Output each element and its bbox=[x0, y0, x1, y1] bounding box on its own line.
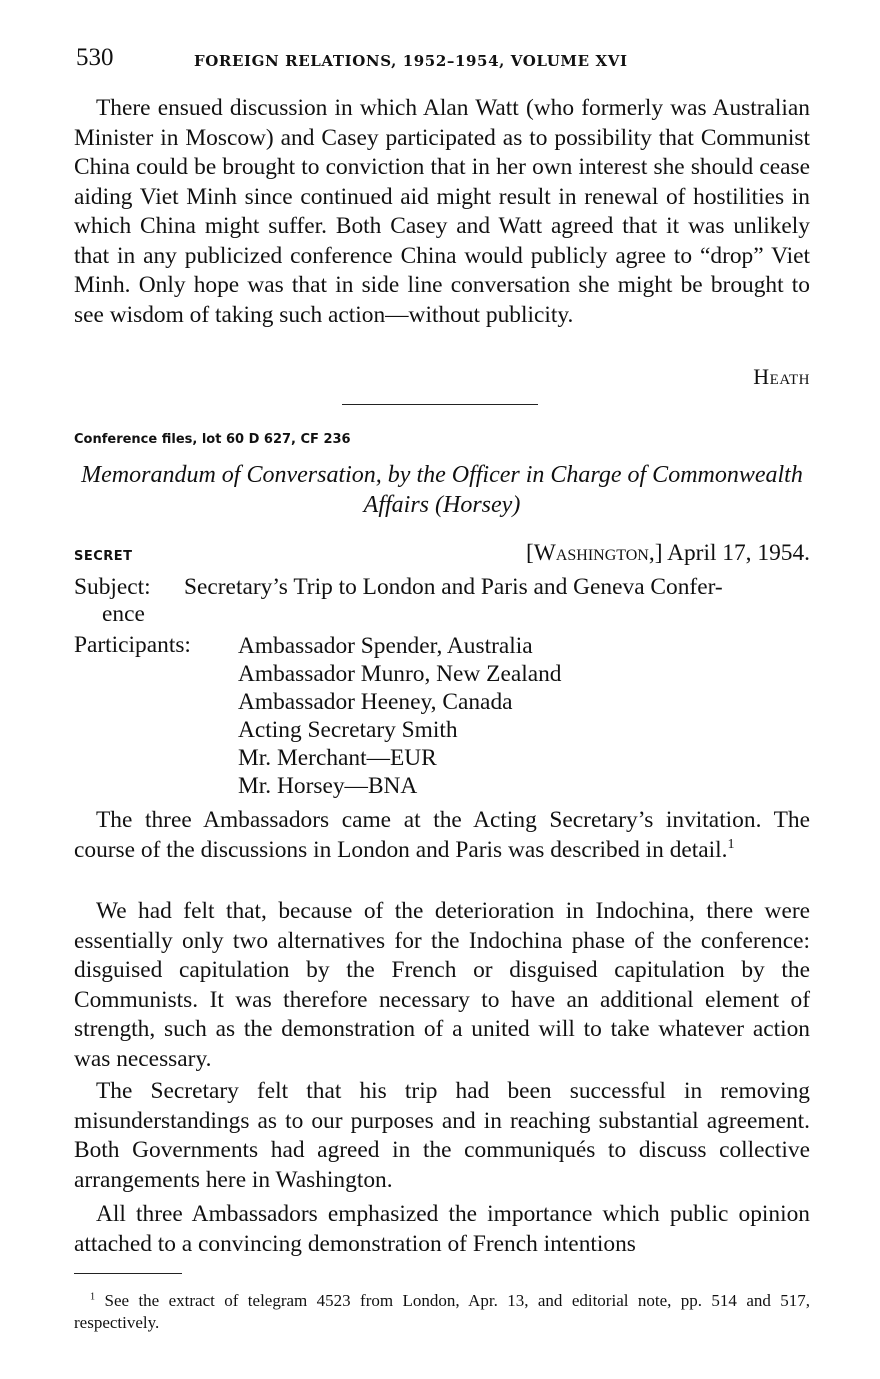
participant: Mr. Horsey—BNA bbox=[238, 773, 418, 799]
source-citation: Conference files, lot 60 D 627, CF 236 bbox=[74, 432, 351, 447]
footnote-marker: 1 bbox=[90, 1291, 96, 1303]
body-paragraph bbox=[74, 806, 810, 865]
dateline-place: [Washington,] bbox=[525, 540, 663, 566]
body-paragraph: All three Ambassadors emphasized the importance which public opinion attached to a convincing demonstration of French intentions bbox=[74, 1201, 810, 1257]
section-divider bbox=[342, 404, 538, 405]
body-paragraph-text: The three Ambassadors came at the Acting Secretary’s invitation. The course of the discussions in London and Paris was described in detail. bbox=[74, 807, 810, 863]
dateline-date: April 17, 1954. bbox=[667, 540, 810, 566]
dateline bbox=[526, 540, 810, 567]
body-paragraph: The Secretary felt that his trip had been successful in removing misunderstandings as to our purposes and in reaching substantial agreement. Both Governments had agreed in the communiqués to discuss collective arrangements here in Washington. bbox=[74, 1078, 810, 1193]
participant: Ambassador Heeney, Canada bbox=[238, 689, 513, 715]
body-paragraph: We had felt that, because of the deterioration in Indochina, there were essentially only two alternatives for the Indochina phase of the conference: disguised capitulation by the French or disguised capitulation by the Communists. It was therefore necessary to have an additional element of strength, such as the demonstration of a united will to take whatever action was necessary. bbox=[74, 898, 810, 1072]
participants-list bbox=[238, 632, 561, 800]
footnote bbox=[74, 1290, 810, 1334]
participant: Mr. Merchant—EUR bbox=[238, 745, 437, 771]
running-head: FOREIGN RELATIONS, 1952–1954, VOLUME XVI bbox=[194, 52, 628, 70]
signature: Heath bbox=[753, 364, 810, 389]
participant: Ambassador Munro, New Zealand bbox=[238, 661, 562, 687]
footnote-text: See the extract of telegram 4523 from London, Apr. 13, and editorial note, pp. 514 and 517, respectively. bbox=[74, 1291, 811, 1332]
participant: Ambassador Spender, Australia bbox=[238, 633, 533, 659]
participant: Acting Secretary Smith bbox=[238, 717, 458, 743]
footnote-reference: 1 bbox=[727, 835, 735, 852]
opening-paragraph: There ensued discussion in which Alan Watt (who formerly was Australian Minister in Moscow) and Casey participated as to possibility that Communist China could be brought to conviction that in her own interest she should cease aiding Viet Minh since continued aid might result in renewal of hostilities in which China might suffer. Both Casey and Watt agreed that it was unlikely that in any publicized conference China would publicly agree to “drop” Viet Minh. Only hope was that in side line conversation she might be brought to see wisdom of taking such action—without publicity. bbox=[74, 95, 810, 328]
participants-label: Participants: bbox=[74, 632, 191, 658]
page-header bbox=[76, 44, 810, 78]
page-number: 530 bbox=[76, 44, 114, 71]
document-title: Memorandum of Conversation, by the Officer in Charge of Commonwealth Affairs (Horsey) bbox=[81, 462, 803, 518]
subject-label: Subject: bbox=[74, 574, 151, 600]
subject-text: Secretary’s Trip to London and Paris and Geneva Confer- bbox=[184, 574, 723, 600]
footnote-divider bbox=[74, 1273, 182, 1274]
classification-label: SECRET bbox=[74, 549, 133, 564]
subject-text-continued: ence bbox=[102, 601, 145, 627]
